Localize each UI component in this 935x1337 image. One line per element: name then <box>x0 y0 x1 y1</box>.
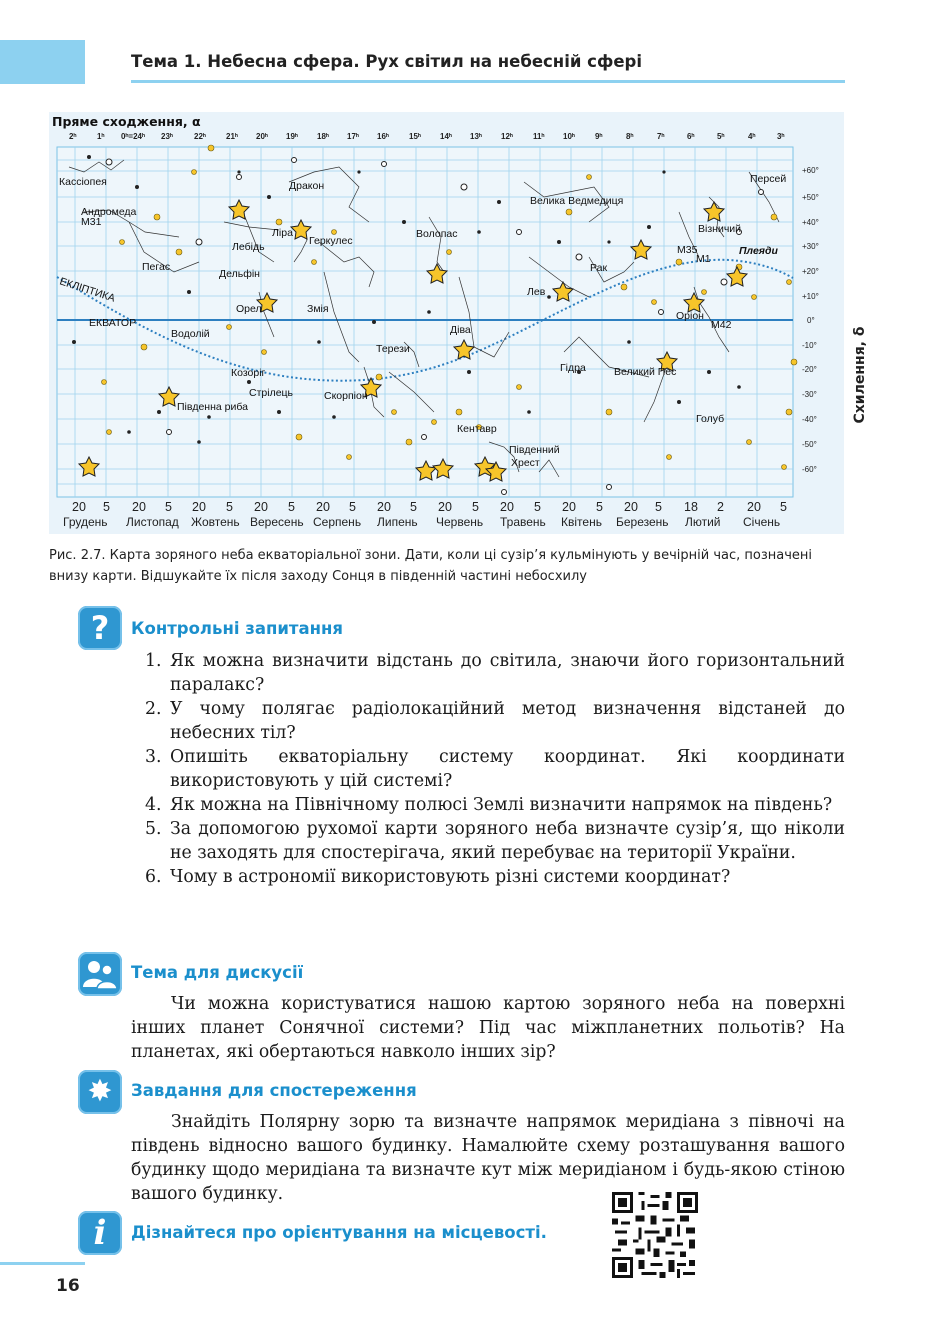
star-map <box>49 112 868 534</box>
label-bootes: Волопас <box>416 228 458 240</box>
observation-heading: Завдання для спостереження <box>131 1081 417 1100</box>
label-leo: Лев <box>527 286 546 298</box>
month-label: Січень <box>743 515 781 529</box>
ra-label: 16ʰ <box>377 132 389 141</box>
label-virgo: Діва <box>450 324 471 336</box>
questions-heading: Контрольні запитання <box>131 619 344 638</box>
dec-label: +50° <box>802 193 819 202</box>
label-scorpius: Скорпіон <box>324 390 368 402</box>
ra-label: 5ʰ <box>717 132 725 141</box>
ra-label: 6ʰ <box>687 132 695 141</box>
footer-rule <box>0 1262 85 1265</box>
label-andromeda: Андромеда <box>81 206 137 218</box>
label-serpens: Змія <box>307 303 329 315</box>
dec-label: -30° <box>802 390 817 399</box>
month-label: Серпень <box>313 515 362 529</box>
figure-caption: Рис. 2.7. Карта зоряного неба екваторіальної зони. Дати, коли ці сузір’я кульмінують у вечірній час, позначені внизу карти. Відшукайте їх після заходу Сонця в південній частині небосхилу <box>49 548 813 584</box>
star-icon: ✸ <box>78 1070 122 1114</box>
ra-label: 23ʰ <box>161 132 173 141</box>
month-label: Липень <box>377 515 418 529</box>
date-label: 5 <box>103 500 110 514</box>
month-label: Червень <box>436 515 484 529</box>
label-auriga: Візничий <box>698 223 742 235</box>
month-label: Жовтень <box>191 515 240 529</box>
ra-label: 21ʰ <box>226 132 238 141</box>
ra-label: 12ʰ <box>501 132 513 141</box>
ra-label: 3ʰ <box>777 132 785 141</box>
ra-label: 13ʰ <box>470 132 482 141</box>
label-m1: M1 <box>696 253 711 265</box>
ra-axis-title: Пряме сходження, α <box>52 114 201 129</box>
label-lyra: Ліра <box>272 227 293 239</box>
dec-label: +20° <box>802 267 819 276</box>
label-perseus: Персей <box>750 173 787 185</box>
label-hercules: Геркулес <box>309 235 353 247</box>
ra-label: 20ʰ <box>256 132 268 141</box>
dec-label: -40° <box>802 415 817 424</box>
label-centaurus: Кентавр <box>457 423 497 435</box>
month-label: Березень <box>616 515 669 529</box>
label-crux-2: Хрест <box>511 457 540 469</box>
label-crux-1: Південний <box>509 444 560 456</box>
dec-label: -10° <box>802 341 817 350</box>
ra-label: 15ʰ <box>409 132 421 141</box>
month-label: Грудень <box>63 515 108 529</box>
date-label: 20 <box>316 500 330 514</box>
ra-label: 4ʰ <box>748 132 756 141</box>
dec-label: 0° <box>807 316 815 325</box>
label-m42: M42 <box>711 319 732 331</box>
date-label: 20 <box>562 500 576 514</box>
ra-label: 14ʰ <box>440 132 452 141</box>
month-label: Квітень <box>561 515 602 529</box>
dec-labels <box>802 166 819 474</box>
date-label: 5 <box>596 500 603 514</box>
svg-text:5: 5 <box>655 500 662 514</box>
question-icon: ? <box>78 606 122 650</box>
question-item: 6. Чому в астрономії використовують різні системи координат? <box>145 867 731 887</box>
month-label: Листопад <box>126 515 179 529</box>
dec-label: +60° <box>802 166 819 175</box>
label-ecliptic: ЕКЛІПТИКА <box>58 275 117 305</box>
question-item: 4. Як можна на Північному полюсі Землі визначити напрямок на південь? <box>145 795 833 815</box>
ra-label: 1ʰ <box>97 132 105 141</box>
ra-label: 11ʰ <box>533 132 545 141</box>
info-icon: i <box>78 1211 122 1255</box>
date-label: 20 <box>377 500 391 514</box>
date-label: 5 <box>780 500 787 514</box>
date-label: 5 <box>226 500 233 514</box>
dec-label: +40° <box>802 218 819 227</box>
month-label: Лютий <box>685 515 721 529</box>
label-sagittarius: Стрілець <box>249 387 294 399</box>
ra-label: 0ʰ=24ʰ <box>121 132 145 141</box>
dec-label: -60° <box>802 465 817 474</box>
header-rule <box>131 80 845 83</box>
label-orion: Оріон <box>676 310 704 322</box>
dec-label: -20° <box>802 365 817 374</box>
ra-label: 19ʰ <box>286 132 298 141</box>
label-equator: ЕКВАТОР <box>89 317 137 329</box>
month-scale <box>63 515 780 529</box>
ra-label: 8ʰ <box>626 132 634 141</box>
page-header-title: Тема 1. Небесна сфера. Рух світил на небесній сфері <box>131 52 642 71</box>
label-hydra: Гідра <box>560 362 586 374</box>
dec-label: +10° <box>802 292 819 301</box>
date-label: 5 <box>349 500 356 514</box>
label-piscis-austrinus: Південна риба <box>177 401 248 413</box>
label-delphinus: Дельфін <box>219 268 260 280</box>
date-label: 5 <box>472 500 479 514</box>
dec-label: +30° <box>802 242 819 251</box>
date-label: 5 <box>534 500 541 514</box>
date-label: 20 <box>500 500 514 514</box>
label-aquila: Орел <box>236 303 262 315</box>
dec-label: -50° <box>802 440 817 449</box>
label-aquarius: Водолій <box>171 328 210 340</box>
label-libra: Терези <box>376 343 410 355</box>
question-item: 2. У чому полягає радіолокаційний метод визначення відстаней до небесних тіл? <box>145 699 845 743</box>
ra-label: 2ʰ <box>69 132 77 141</box>
qr-code[interactable] <box>612 1192 698 1278</box>
date-label: 5 <box>165 500 172 514</box>
label-pleiades: Плеяди <box>739 245 778 257</box>
month-label: Вересень <box>250 515 304 529</box>
discussion-text: Чи можна користуватися нашою картою зоряного неба на поверхні інших планет Сонячної системи? Під час міжпланетних польотів? На планетах, які обертаються навколо інших зір? <box>131 994 845 1062</box>
ra-label: 17ʰ <box>347 132 359 141</box>
questions-list <box>145 649 845 889</box>
date-scale <box>72 500 787 514</box>
label-cassiopeia: Кассіопея <box>59 176 107 188</box>
ra-label: 9ʰ <box>595 132 603 141</box>
ra-label: 10ʰ <box>563 132 575 141</box>
ra-label: 18ʰ <box>317 132 329 141</box>
star-map-svg <box>49 112 844 534</box>
label-cancer: Рак <box>590 262 608 274</box>
label-columba: Голуб <box>696 413 725 425</box>
label-ursa-major: Велика Ведмедиця <box>530 195 624 207</box>
people-icon <box>78 952 122 996</box>
observation-text: Знайдіть Полярну зорю та визначте напрямок меридіана з півночі на південь відносно вашого будинку. Намалюйте схему розташування вашого будинку щодо меридіана та визначте кут між меридіаном і будь-якою стіною вашого будинку. <box>131 1112 845 1204</box>
label-capricorn: Козоріг <box>231 367 266 379</box>
label-draco: Дракон <box>289 180 325 192</box>
ra-label: 22ʰ <box>194 132 206 141</box>
month-label: Травень <box>500 515 546 529</box>
date-label: 18 <box>684 500 698 514</box>
date-label: 5 <box>288 500 295 514</box>
question-item: 1. Як можна визначити відстань до світила, знаючи його горизонтальний паралакс? <box>145 651 845 695</box>
ra-label: 7ʰ <box>657 132 665 141</box>
date-label: 2 <box>717 500 724 514</box>
label-canis-major: Великий Пес <box>614 366 677 378</box>
header-tab-block <box>0 40 85 84</box>
date-label: 20 <box>747 500 761 514</box>
date-label: 20 <box>72 500 86 514</box>
date-label: 20 <box>192 500 206 514</box>
date-label: 20 <box>132 500 146 514</box>
question-item: 3. Опишіть екваторіальну систему координат. Які координати використовують у цій системі? <box>145 747 845 791</box>
date-label: 20 <box>438 500 452 514</box>
question-item: 5. За допомогою рухомої карти зоряного неба визначте сузір’я, що ніколи не заходять для спостерігача, який перебуває на території України. <box>145 819 845 863</box>
date-label: 20 <box>254 500 268 514</box>
date-label: 5 <box>410 500 417 514</box>
discussion-heading: Тема для дискусії <box>131 963 304 982</box>
label-m35: M35 <box>677 244 698 256</box>
label-m31: M31 <box>81 216 102 228</box>
ra-labels <box>69 132 784 141</box>
svg-text:20: 20 <box>624 500 638 514</box>
label-pegasus: Пегас <box>142 261 171 273</box>
label-cygnus: Лебідь <box>232 241 265 253</box>
page-number: 16 <box>56 1276 80 1296</box>
dec-axis-title: Схилення, δ <box>852 326 868 424</box>
learn-more-link[interactable]: Дізнайтеся про орієнтування на місцевості. <box>131 1223 547 1242</box>
